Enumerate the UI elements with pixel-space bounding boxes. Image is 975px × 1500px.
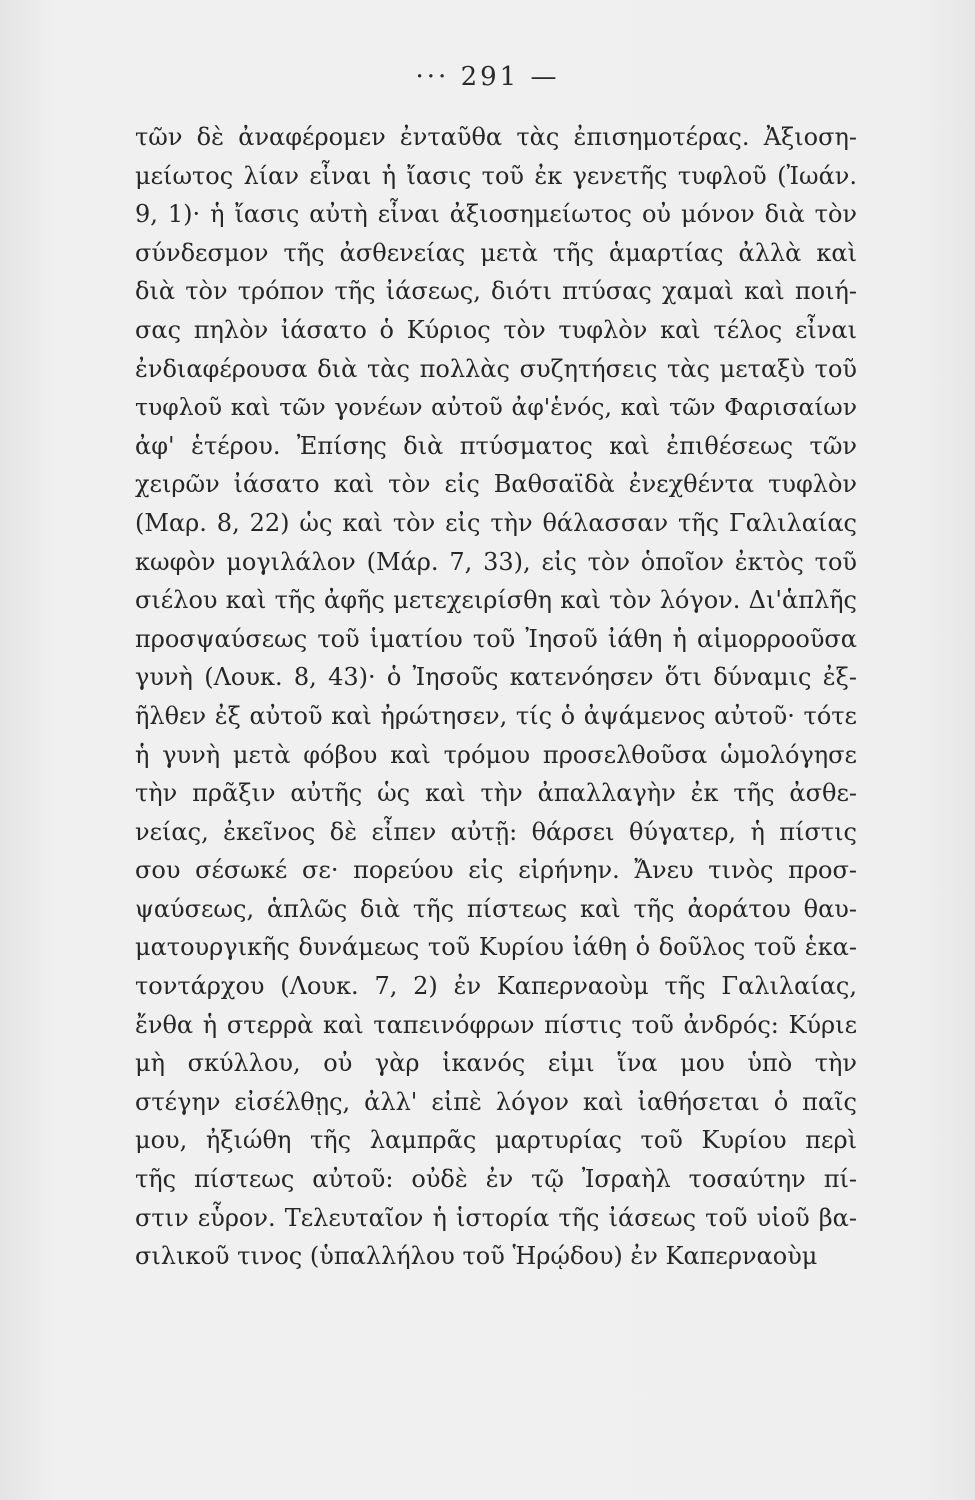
text-line: διὰ τὸν τρόπον τῆς ἰάσεως, διότι πτύσας χαμαὶ καὶ ποιή-	[135, 277, 857, 306]
text-line: στιν εὗρον. Τελευταῖον ἡ ἱστορία τῆς ἰάσεως τοῦ υἱοῦ βα-	[135, 1203, 857, 1232]
text-line: στέγην εἰσέλθῃς, ἀλλ' εἰπὲ λόγον καὶ ἰαθήσεται ὁ παῖς	[135, 1087, 857, 1116]
text-line: ψαύσεως, ἁπλῶς διὰ τῆς πίστεως καὶ τῆς ἀοράτου θαυ-	[135, 894, 857, 923]
text-line: μου, ἠξιώθη τῆς λαμπρᾶς μαρτυρίας τοῦ Κυρίου περὶ	[135, 1126, 857, 1155]
text-line: μὴ σκύλλου, οὐ γὰρ ἱκανός εἰμι ἵνα μου ὑπὸ τὴν	[135, 1049, 857, 1078]
text-line: σύνδεσμον τῆς ἀσθενείας μετὰ τῆς ἁμαρτίας ἀλλὰ καὶ	[135, 238, 857, 267]
text-line: τοντάρχου (Λουκ. 7, 2) ἐν Καπερναοὺμ τῆς Γαλιλαίας,	[135, 972, 857, 1001]
text-line: ἔνθα ἡ στερρὰ καὶ ταπεινόφρων πίστις τοῦ ἀνδρός: Κύριε	[135, 1010, 857, 1039]
text-line: κωφὸν μογιλάλον (Μάρ. 7, 33), εἰς τὸν ὁποῖον ἐκτὸς τοῦ	[135, 547, 857, 576]
text-line: γυνὴ (Λουκ. 8, 43)· ὁ Ἰησοῦς κατενόησεν ὅτι δύναμις ἐξ-	[135, 663, 857, 692]
text-line: ἐνδιαφέρουσα διὰ τὰς πολλὰς συζητήσεις τὰς μεταξὺ τοῦ	[135, 354, 857, 383]
text-line: τῆς πίστεως αὐτοῦ: οὐδὲ ἐν τῷ Ἰσραὴλ τοσαύτην πί-	[135, 1165, 857, 1194]
text-line: ματουργικῆς δυνάμεως τοῦ Κυρίου ἰάθη ὁ δοῦλος τοῦ ἑκα-	[135, 933, 857, 962]
text-line: σιλικοῦ τινος (ὑπαλλήλου τοῦ Ἡρῴδου) ἐν Καπερναοὺμ	[135, 1242, 818, 1271]
text-line: ἡ γυνὴ μετὰ φόβου καὶ τρόμου προσελθοῦσα ὡμολόγησε	[135, 740, 857, 769]
text-line: σου σέσωκέ σε· πορεύου εἰς εἰρήνην. Ἄνευ τινὸς προσ-	[135, 856, 857, 885]
text-line: προσψαύσεως τοῦ ἱματίου τοῦ Ἰησοῦ ἰάθη ἡ αἱμορροοῦσα	[135, 624, 857, 653]
text-line: (Μαρ. 8, 22) ὡς καὶ τὸν εἰς τὴν θάλασσαν τῆς Γαλιλαίας	[135, 508, 857, 537]
text-line: τῶν δὲ ἀναφέρομεν ἐνταῦθα τὰς ἐπισημοτέρας. Ἀξιοση-	[135, 123, 857, 151]
text-line: σας πηλὸν ἰάσατο ὁ Κύριος τὸν τυφλὸν καὶ τέλος εἶναι	[135, 315, 857, 344]
text-line: νείας, ἐκεῖνος δὲ εἶπεν αὐτῇ: θάρσει θύγατερ, ἡ πίστις	[135, 817, 857, 846]
text-line: 9, 1)· ἡ ἴασις αὐτὴ εἶναι ἀξιοσημείωτος οὐ μόνον διὰ τὸν	[135, 200, 857, 229]
text-line: ῆλθεν ἐξ αὐτοῦ καὶ ἠρώτησεν, τίς ὁ ἀψάμενος αὐτοῦ· τότε	[135, 701, 857, 730]
text-line: τὴν πρᾶξιν αὐτῆς ὡς καὶ τὴν ἀπαλλαγὴν ἐκ τῆς ἀσθε-	[135, 779, 857, 808]
text-line: τυφλοῦ καὶ τῶν γονέων αὐτοῦ ἀφ'ἑνός, καὶ τῶν Φαρισαίων	[135, 393, 857, 422]
text-line: χειρῶν ἰάσατο καὶ τὸν εἰς Βαθσαϊδὰ ἐνεχθέντα τυφλὸν	[135, 470, 857, 499]
page-number-header: ··· 291 —	[415, 62, 560, 92]
body-text	[135, 118, 857, 1276]
text-line: ἀφ' ἑτέρου. Ἐπίσης διὰ πτύσματος καὶ ἐπιθέσεως τῶν	[135, 431, 857, 460]
text-line: σιέλου καὶ τῆς ἀφῆς μετεχειρίσθη καὶ τὸν λόγον. Δι'ἁπλῆς	[135, 586, 857, 615]
text-line: μείωτος λίαν εἶναι ἡ ἴασις τοῦ ἐκ γενετῆς τυφλοῦ (Ἰωάν.	[135, 161, 857, 190]
